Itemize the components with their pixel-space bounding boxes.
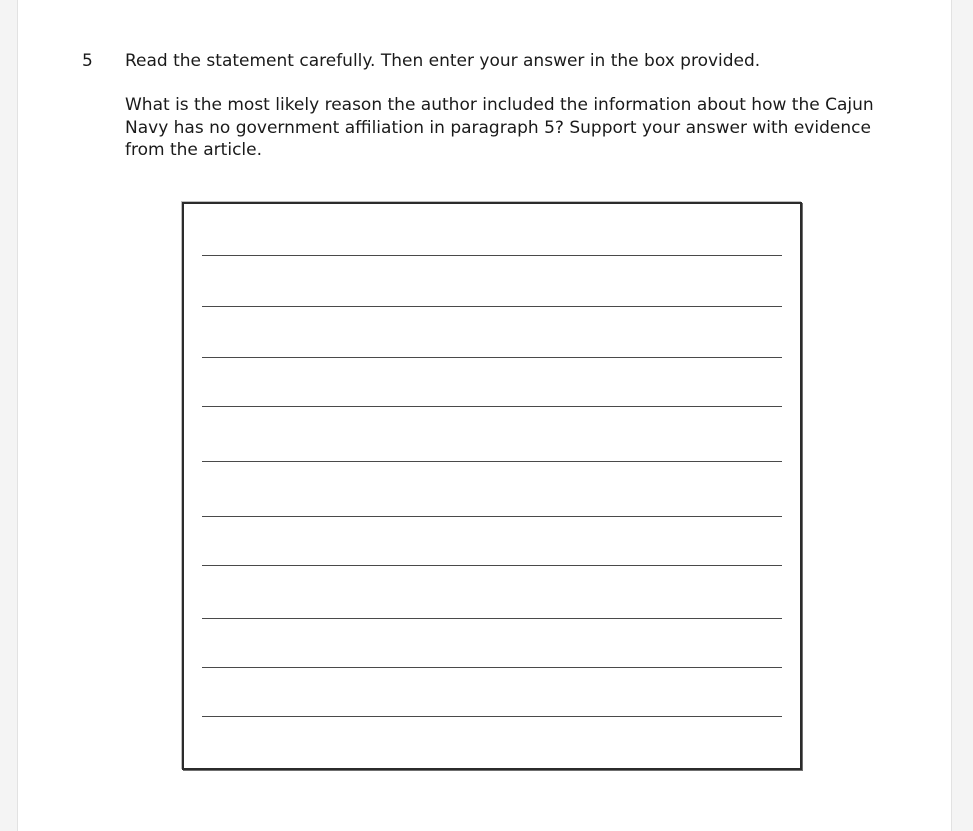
- answer-line: [202, 716, 782, 717]
- answer-line: [202, 618, 782, 619]
- answer-line: [202, 406, 782, 407]
- answer-line: [202, 306, 782, 307]
- question-number: 5: [82, 51, 93, 71]
- answer-line: [202, 255, 782, 256]
- question-prompt: What is the most likely reason the author included the information about how the Cajun Navy has no government affiliation in paragraph 5? Support your answer with evidence from the article.: [125, 95, 874, 160]
- answer-line: [202, 565, 782, 566]
- answer-line: [202, 516, 782, 517]
- question-instruction: Read the statement carefully. Then enter your answer in the box provided.: [125, 51, 761, 71]
- test-page: [17, 0, 952, 831]
- answer-input-box[interactable]: [182, 202, 802, 770]
- answer-line: [202, 357, 782, 358]
- answer-line: [202, 667, 782, 668]
- answer-line: [202, 461, 782, 462]
